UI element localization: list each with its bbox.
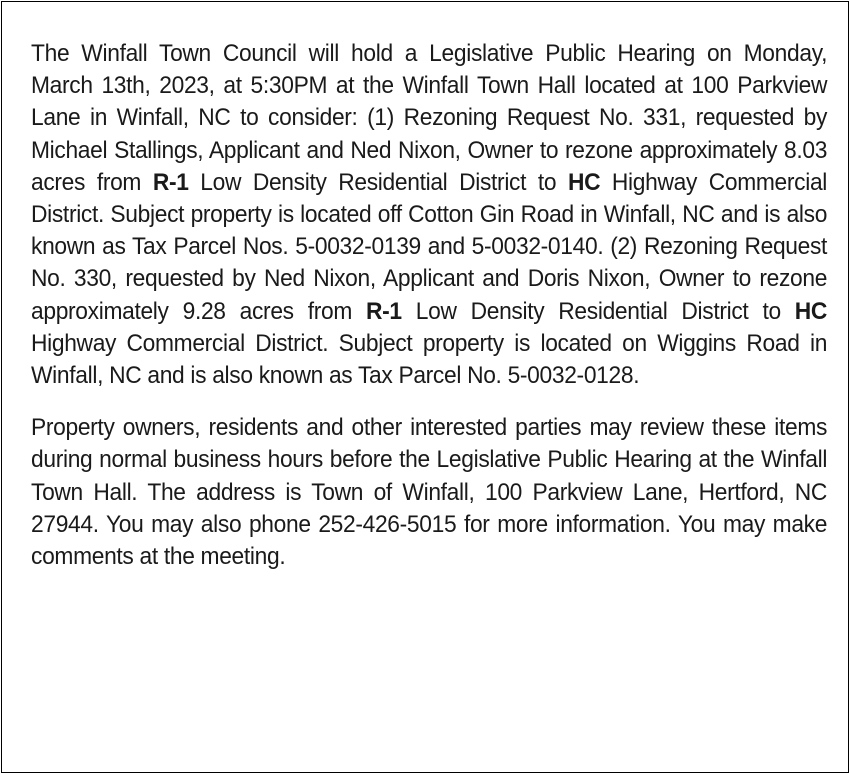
legal-notice-frame (1, 1, 849, 773)
hearing-details-paragraph (31, 38, 827, 392)
notice-body (31, 38, 827, 573)
request-331-from-zone: R-1 (152, 168, 189, 196)
hearing-intro-text: The Winfall Town Council will hold a Legislative Public Hearing on Monday, March 13th, 2023, at 5:30PM at the Winfall Town Hall located at 100 Parkview Lane in Winfall, NC to consider: (31, 40, 828, 132)
public-review-paragraph: Property owners, residents and other interested parties may review these items during normal business hours before the Legislative Public Hearing at the Winfall Town Hall. The address is Town of Winfall, 100 Parkview Lane, Hertford, NC 27944. You may also phone 252-426-5015 for more information. You may make comments at the meeting. (31, 414, 828, 571)
request-331-to-zone: HC (567, 168, 601, 196)
request-331-text: (1) Rezoning Request No. 331, requested by Michael Stallings, Applicant and Ned Nixon, Owner to rezone approximately 8.03 acres from (31, 104, 828, 196)
request-330-from-zone-description: Low Density Residential District to (415, 297, 781, 325)
request-330-to-zone: HC (794, 297, 828, 325)
request-330-from-zone: R-1 (366, 297, 402, 325)
paragraph-spacer (31, 392, 827, 412)
request-330-text: (2) Rezoning Request No. 330, requested by Ned Nixon, Applicant and Doris Nixon, Owner to rezone approximately 9.28 acres from (31, 233, 828, 325)
request-331-property-details: Highway Commercial District. Subject property is located off Cotton Gin Road in Winfall, NC and is also known as Tax Parcel Nos. 5-0032-0139 and 5-0032-0140. (31, 168, 828, 261)
request-331-from-zone-description: Low Density Residential District to (200, 168, 557, 196)
request-330-property-details: Highway Commercial District. Subject property is located on Wiggins Road in Winfall, NC and is also known as Tax Parcel No. 5-0032-0128. (31, 329, 828, 390)
